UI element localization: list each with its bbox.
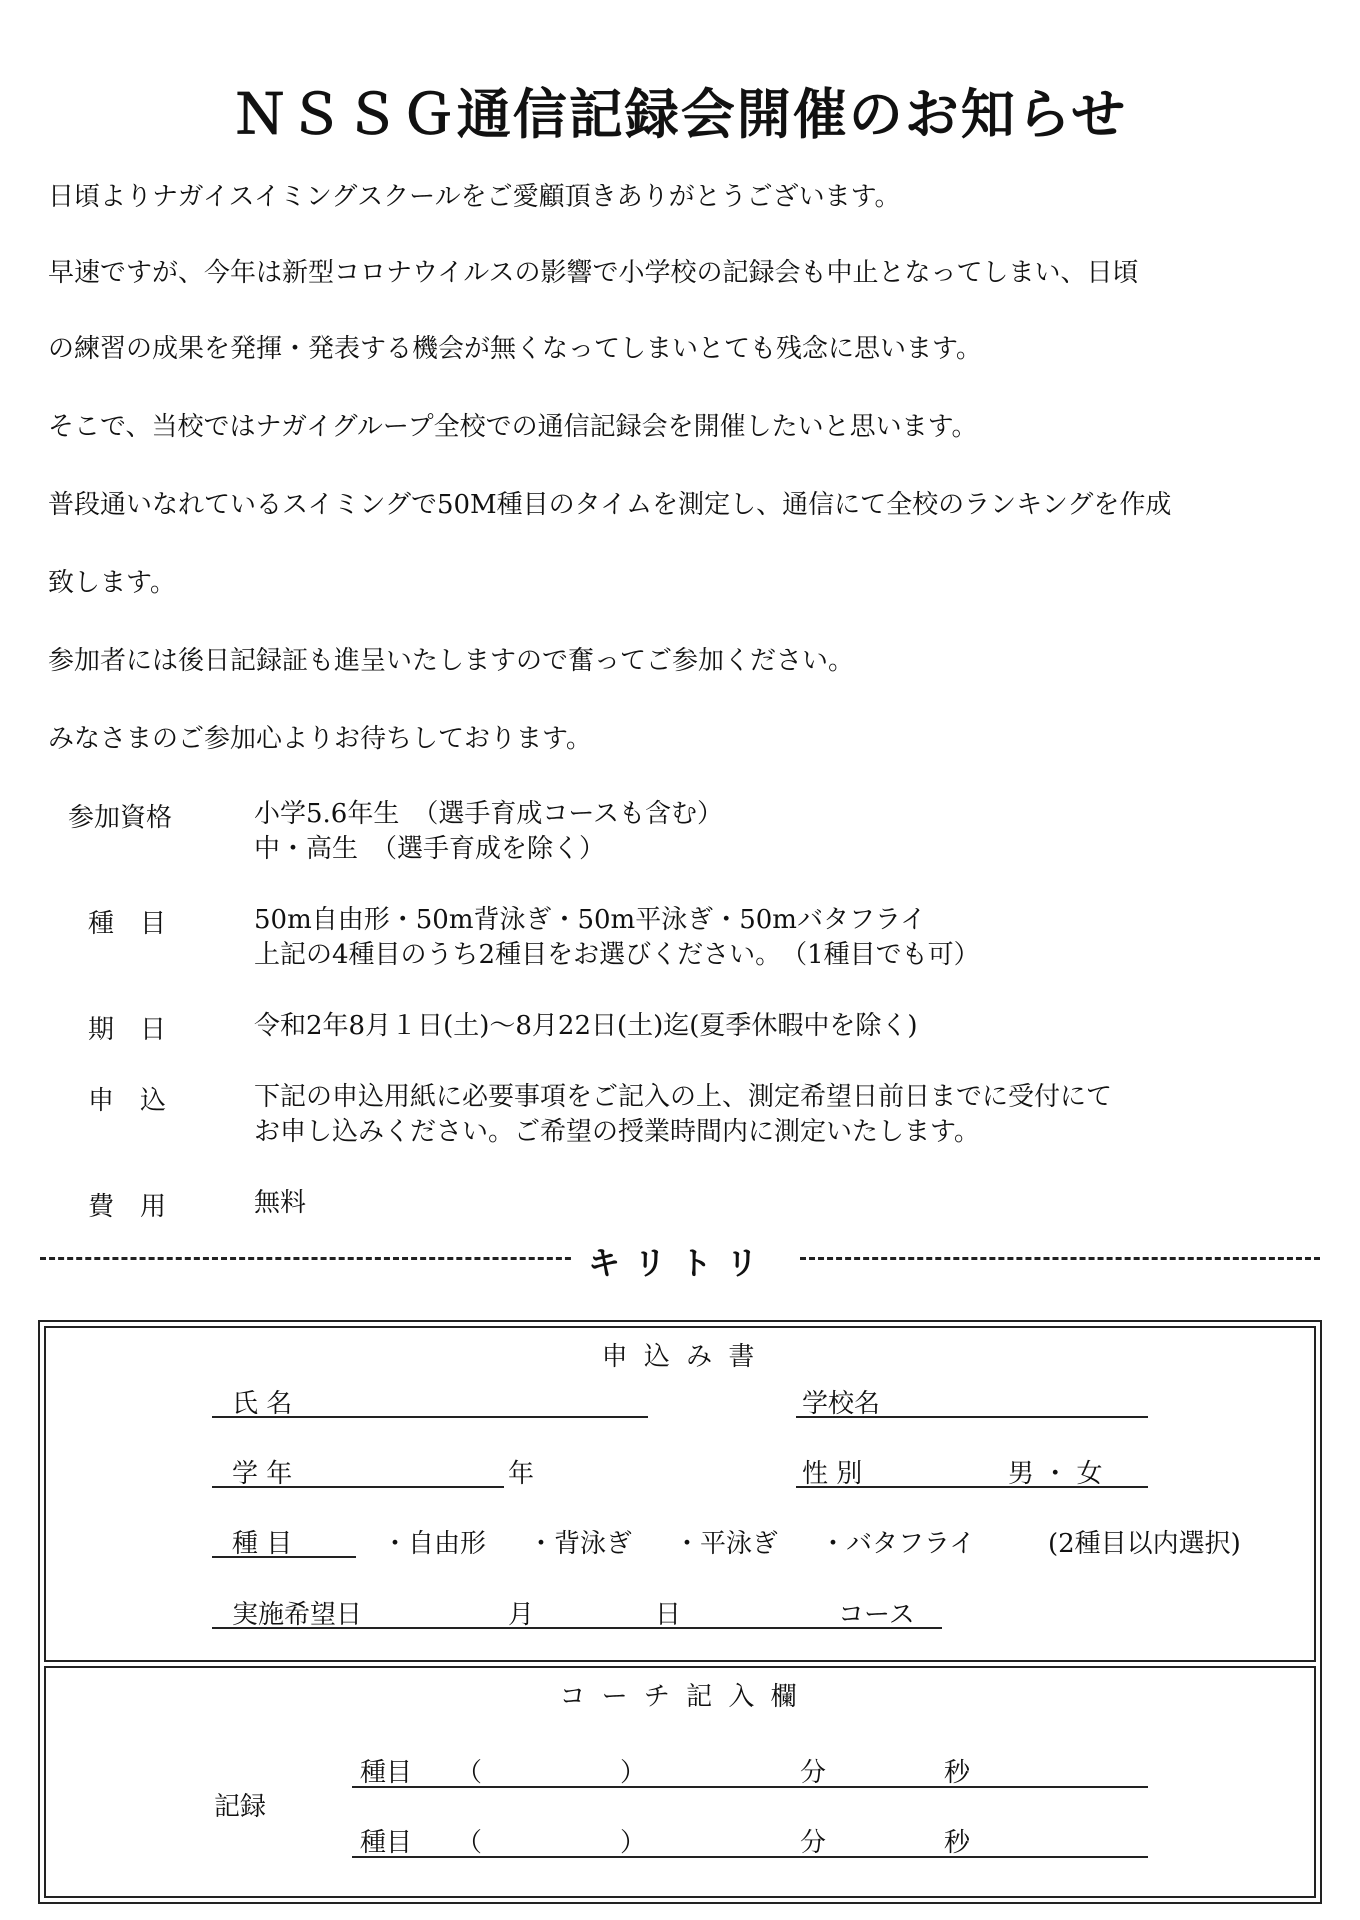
cut-line <box>40 1238 1320 1282</box>
month-label: 月 <box>508 1600 535 1630</box>
paragraph-7: 参加者には後日記録証も進呈いたしますので奮ってご参加ください。 <box>48 646 855 676</box>
record-2-open-paren: （ <box>456 1828 483 1858</box>
record-2-close-paren: ） <box>620 1828 647 1858</box>
events-line-2: 上記の4種目のうち2種目をお選びください。 （1種目でも可） <box>254 940 980 970</box>
event-note: (2種目以内選択) <box>1048 1529 1241 1559</box>
paragraph-5: 普段通いなれているスイミングで50M種目のタイムを測定し、通信にて全校のランキングを作成 <box>48 490 1172 520</box>
record-1-minutes-label: 分 <box>800 1758 827 1788</box>
cut-label-text: キリトリ <box>572 1244 788 1282</box>
fee-label: 費 用 <box>88 1192 167 1222</box>
record-1-open-paren: （ <box>456 1758 483 1788</box>
name-field[interactable] <box>212 1416 648 1418</box>
gender-field <box>796 1486 1148 1488</box>
event-label-underline <box>212 1556 356 1558</box>
eligibility-label: 参加資格 <box>68 803 173 833</box>
day-label: 日 <box>655 1600 682 1630</box>
school-label: 学校名 <box>802 1389 881 1419</box>
event-option-backstroke[interactable]: ・背泳ぎ <box>528 1529 633 1559</box>
eligibility-line-2: 中・高生 （選手育成を除く） <box>254 834 606 864</box>
coach-section-title: コ ー チ 記 入 欄 <box>559 1682 801 1712</box>
fee-line-1: 無料 <box>254 1188 307 1218</box>
date-course-field[interactable] <box>212 1627 942 1629</box>
event-option-freestyle[interactable]: ・自由形 <box>382 1529 487 1559</box>
course-label: コース <box>838 1600 915 1630</box>
page-title: ＮＳＳＧ通信記録会開催のお知らせ <box>232 83 1128 146</box>
period-label: 期 日 <box>88 1015 167 1045</box>
eligibility-line-1: 小学5.6年生 （選手育成コースも含む） <box>254 799 724 829</box>
gender-label: 性 別 <box>802 1459 863 1489</box>
record-label: 記録 <box>214 1792 267 1822</box>
record-1-close-paren: ） <box>620 1758 647 1788</box>
event-label: 種 目 <box>232 1529 293 1559</box>
record-2-minutes-label: 分 <box>800 1828 827 1858</box>
grade-suffix: 年 <box>508 1459 535 1489</box>
name-label: 氏 名 <box>232 1389 293 1419</box>
event-option-butterfly[interactable]: ・バタフライ <box>820 1529 976 1559</box>
paragraph-4: そこで、当校ではナガイグループ全校での通信記録会を開催したいと思います。 <box>48 412 978 442</box>
period-line-1: 令和2年8月１日(土)～8月22日(土)迄(夏季休暇中を除く) <box>254 1011 918 1041</box>
date-label: 実施希望日 <box>232 1600 363 1630</box>
record-2-seconds-label: 秒 <box>944 1828 971 1858</box>
record-1-seconds-label: 秒 <box>944 1758 971 1788</box>
paragraph-2: 早速ですが、今年は新型コロナウイルスの影響で小学校の記録会も中止となってしまい、日頃 <box>48 258 1139 288</box>
event-option-breaststroke[interactable]: ・平泳ぎ <box>674 1529 779 1559</box>
events-line-1: 50m自由形・50m背泳ぎ・50m平泳ぎ・50mバタフライ <box>254 905 927 935</box>
record-2-event-label: 種目 <box>360 1828 413 1858</box>
paragraph-6: 致します。 <box>48 568 176 598</box>
paragraph-3: の練習の成果を発揮・発表する機会が無くなってしまいとても残念に思います。 <box>48 334 982 364</box>
record-2-field[interactable] <box>352 1856 1148 1858</box>
application-line-2: お申し込みください。ご希望の授業時間内に測定いたします。 <box>254 1117 980 1147</box>
application-label: 申 込 <box>88 1086 167 1116</box>
application-form-title: 申 込 み 書 <box>601 1342 759 1372</box>
cut-label <box>40 1238 1320 1284</box>
paragraph-8: みなさまのご参加心よりお待ちしております。 <box>48 724 592 754</box>
application-line-1: 下記の申込用紙に必要事項をご記入の上、測定希望日前日までに受付にて <box>254 1082 1113 1112</box>
school-field[interactable] <box>796 1416 1148 1418</box>
grade-field[interactable] <box>212 1486 504 1488</box>
paragraph-1: 日頃よりナガイスイミングスクールをご愛顧頂きありがとうございます。 <box>48 182 901 212</box>
record-1-event-label: 種目 <box>360 1758 413 1788</box>
gender-options[interactable]: 男 ・ 女 <box>1008 1459 1103 1489</box>
record-1-field[interactable] <box>352 1786 1148 1788</box>
events-label: 種 目 <box>88 909 167 939</box>
grade-label: 学 年 <box>232 1459 293 1489</box>
